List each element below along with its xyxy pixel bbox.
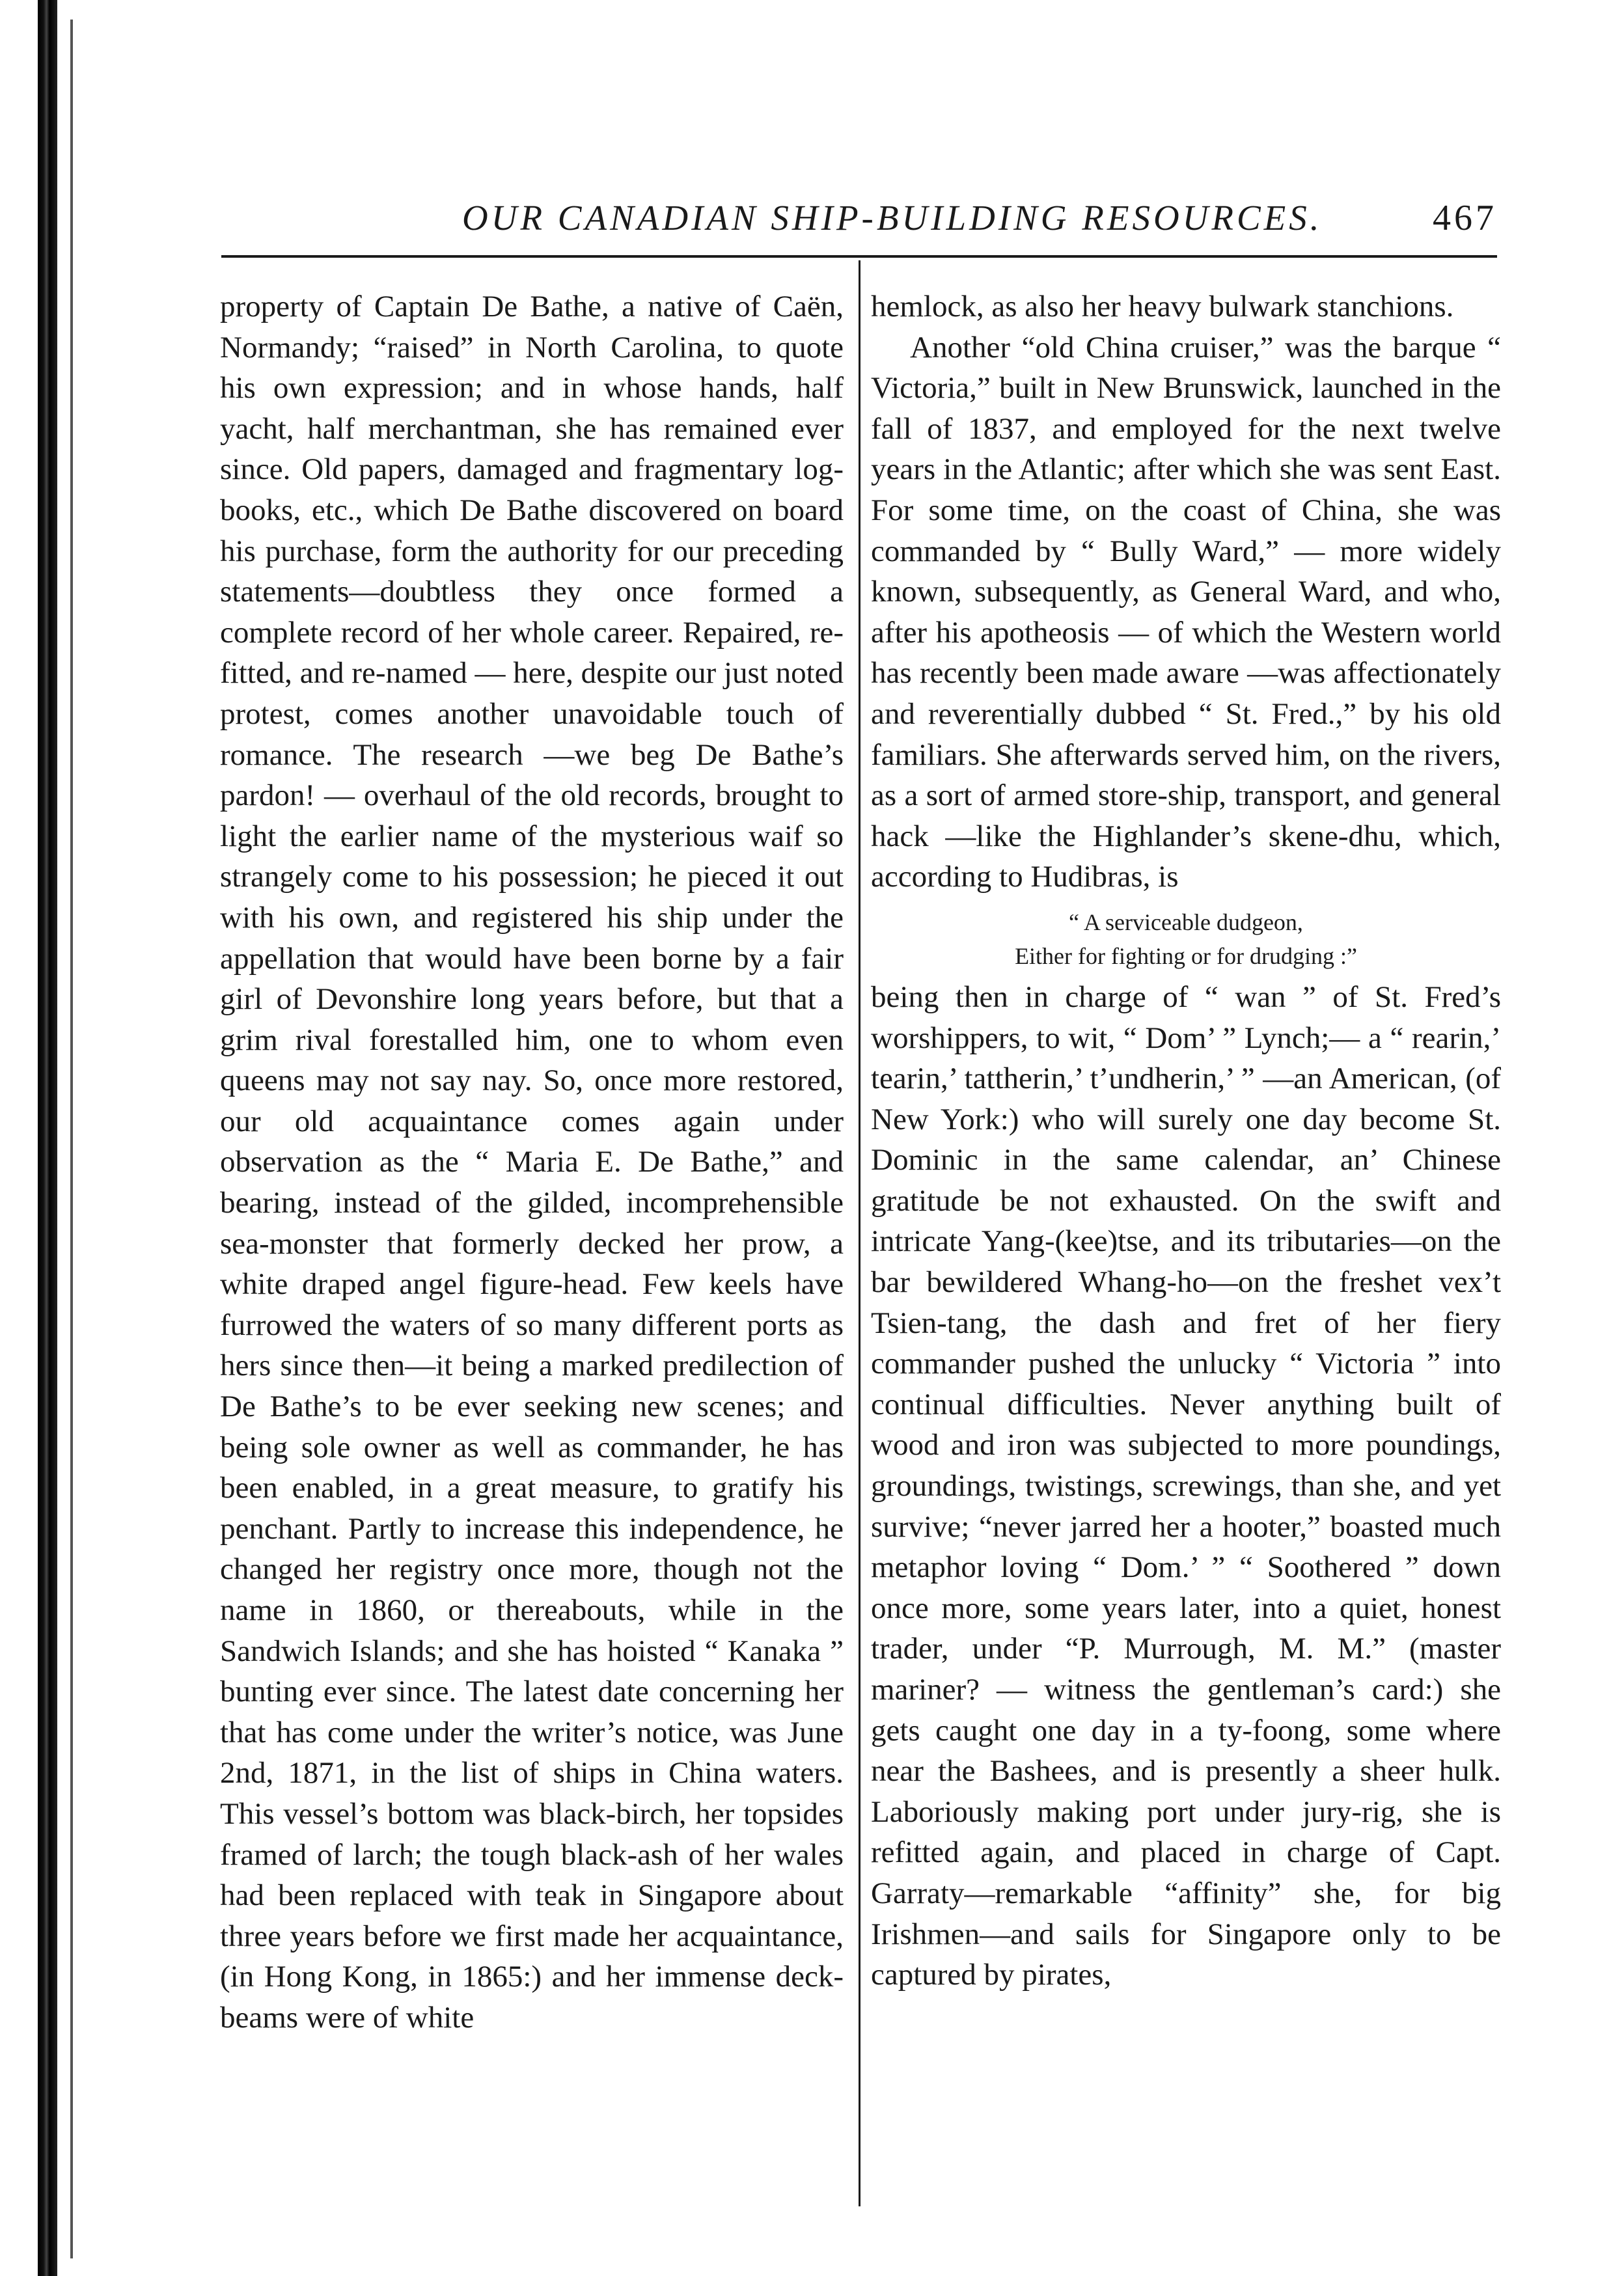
page-header — [221, 182, 1497, 254]
header-rule — [221, 255, 1497, 258]
verse-quote — [871, 905, 1501, 973]
right-paragraph-1: hemlock, as also her heavy bulwark stanchions. — [871, 290, 1454, 323]
left-column — [220, 286, 844, 2200]
column-divider — [859, 260, 860, 2206]
left-paragraph-1: property of Captain De Bathe, a native of Caën, Normandy; “raised” in North Carolina, to quote his own expression; and in whose hands, half yacht, half merchantman, she has remained ever since. Old papers, damaged and fragmentary log-books, etc., which De Bathe discovered on board his purchase, form the authority for our preceding statements—doubtless they once formed a complete record of her whole career. Repaired, re-fitted, and re-named — here, despite our just noted protest, comes another unavoidable touch of romance. The research —we beg De Bathe’s pardon! — overhaul of the old records, brought to light the earlier name of the mysterious waif so strangely come to his possession; he pieced it out with his own, and registered his ship under the appellation that would have been borne by a fair girl of Devonshire long years before, but that a grim rival forestalled him, one to whom even queens may not say nay. So, once more restored, our old acquaintance comes again under observation as the “ Maria E. De Bathe,” and bearing, instead of the gilded, incomprehensible sea-monster that formerly decked her prow, a white draped angel figure-head. Few keels have furrowed the waters of so many different ports as hers since then—it being a marked predilection of De Bathe’s to be ever seeking new scenes; and being sole owner as well as commander, he has been enabled, in a great measure, to gratify his penchant. Partly to increase this independence, he changed her registry once more, though not the name in 1860, or thereabouts, while in the Sandwich Islands; and she has hoisted “ Kanaka ” bunting ever since. The latest date concerning her that has come under the writer’s notice, was June 2nd, 1871, in the list of ships in China waters. This vessel’s bottom was black-birch, her topsides framed of larch; the tough black-ash of her wales had been replaced with teak in Singapore about three years before we first made her acquaintance, (in Hong Kong, in 1865:) and her immense deck-beams were of white — [220, 290, 844, 2035]
right-paragraph-2: Another “old China cruiser,” was the barque “ Victoria,” built in New Brunswick, launched in the fall of 1837, and employed for the next twelve years in the Atlantic; after which she was sent East. For some time, on the coast of China, she was commanded by “ Bully Ward,” — more widely known, subsequently, as General Ward, and who, after his apotheosis — of which the Western world has recently been made aware —was affectionately and reverentially dubbed “ St. Fred.,” by his old familiars. She afterwards served him, on the rivers, as a sort of armed store-ship, transport, and general hack —like the Highlander’s skene-dhu, which, according to Hudibras, is — [871, 330, 1501, 894]
right-column — [871, 286, 1501, 2200]
running-title: OUR CANADIAN SHIP-BUILDING RESOURCES. — [462, 198, 1323, 238]
page-number: 467 — [1433, 198, 1497, 238]
book-binding-edge — [38, 0, 57, 2276]
quote-line-2: Either for fighting or for drudging :” — [1015, 942, 1357, 969]
quote-line-1: “ A serviceable dudgeon, — [1069, 909, 1303, 935]
right-paragraph-3: being then in charge of “ wan ” of St. Fred’s worshippers, to wit, “ Dom’ ” Lynch;— a “ rearin,’ tearin,’ tattherin,’ t’undherin,’ ” —an American, (of New York:) who will surely one day become St. Dominic in the same calendar, an’ Chinese gratitude be not exhausted. On the swift and intricate Yang-(kee)tse, and its tributaries—on the bar bewildered Whang-ho—on the freshet vex’t Tsien-tang, the dash and fret of her fiery commander pushed the unlucky “ Victoria ” into continual difficulties. Never anything built of wood and iron was subjected to more poundings, groundings, twistings, screwings, than she, and yet survive; “never jarred her a hooter,” boasted much metaphor loving “ Dom.’ ” “ Soothered ” down once more, some years later, into a quiet, honest trader, under “P. Murrough, M. M.” (master mariner? — witness the gentleman’s card:) she gets caught one day in a ty-foong, some where near the Bashees, and is presently a sheer hulk. Laboriously making port under jury-rig, she is refitted again, and placed in charge of Capt. Garraty—remarkable “affinity” she, for big Irishmen—and sails for Singapore only to be captured by pirates, — [871, 980, 1501, 1992]
binding-shadow-line — [70, 20, 73, 2258]
